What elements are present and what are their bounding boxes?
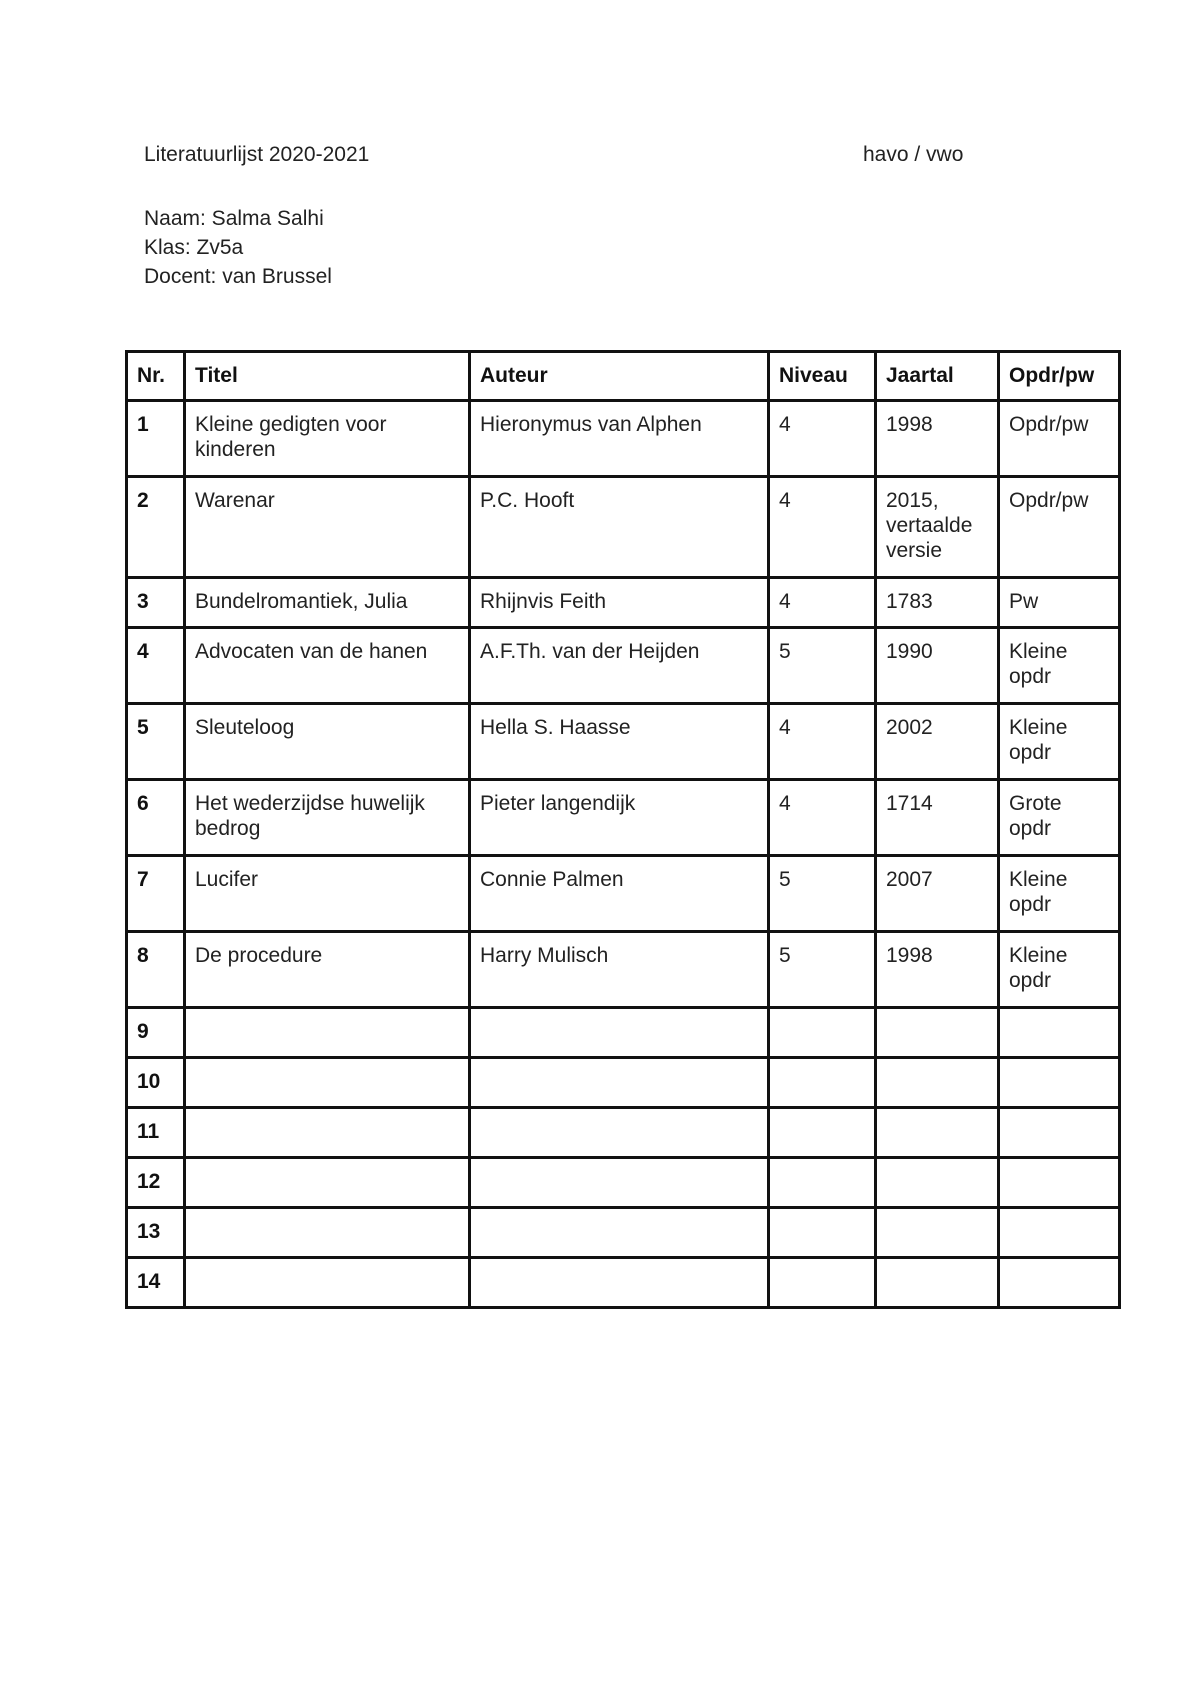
cell-auteur: Pieter langendijk (470, 780, 769, 856)
column-header-niveau: Niveau (769, 352, 876, 401)
cell-opdr: Grote opdr (999, 780, 1120, 856)
cell-niveau (769, 1108, 876, 1158)
cell-auteur (470, 1208, 769, 1258)
school-level: havo / vwo (863, 143, 964, 166)
cell-nr: 3 (127, 578, 185, 628)
cell-nr: 14 (127, 1258, 185, 1308)
table-row (127, 780, 1120, 856)
cell-nr: 12 (127, 1158, 185, 1208)
cell-titel (185, 1158, 470, 1208)
table-row (127, 401, 1120, 477)
cell-jaartal (876, 1008, 999, 1058)
cell-jaartal: 1714 (876, 780, 999, 856)
cell-opdr (999, 1158, 1120, 1208)
cell-opdr: Kleine opdr (999, 856, 1120, 932)
column-header-titel: Titel (185, 352, 470, 401)
cell-auteur: Harry Mulisch (470, 932, 769, 1008)
cell-nr: 13 (127, 1208, 185, 1258)
cell-opdr (999, 1258, 1120, 1308)
cell-niveau (769, 1208, 876, 1258)
cell-opdr: Kleine opdr (999, 704, 1120, 780)
cell-auteur: P.C. Hooft (470, 477, 769, 578)
cell-jaartal: 2007 (876, 856, 999, 932)
cell-auteur: Hieronymus van Alphen (470, 401, 769, 477)
cell-opdr: Kleine opdr (999, 628, 1120, 704)
table-row (127, 1008, 1120, 1058)
cell-titel: Bundelromantiek, Julia (185, 578, 470, 628)
table-row (127, 477, 1120, 578)
cell-titel (185, 1008, 470, 1058)
cell-titel: Lucifer (185, 856, 470, 932)
cell-opdr: Opdr/pw (999, 401, 1120, 477)
table-row (127, 856, 1120, 932)
table-row (127, 1208, 1120, 1258)
cell-titel: Het wederzijdse huwelijk bedrog (185, 780, 470, 856)
cell-jaartal (876, 1108, 999, 1158)
cell-jaartal: 1990 (876, 628, 999, 704)
student-teacher: Docent: van Brussel (144, 265, 332, 288)
cell-opdr: Pw (999, 578, 1120, 628)
cell-jaartal (876, 1058, 999, 1108)
cell-titel: Warenar (185, 477, 470, 578)
column-header-auteur: Auteur (470, 352, 769, 401)
cell-titel: De procedure (185, 932, 470, 1008)
cell-jaartal: 2002 (876, 704, 999, 780)
cell-niveau: 4 (769, 477, 876, 578)
cell-auteur (470, 1108, 769, 1158)
cell-titel (185, 1208, 470, 1258)
cell-nr: 7 (127, 856, 185, 932)
cell-jaartal: 2015, vertaalde versie (876, 477, 999, 578)
cell-opdr (999, 1058, 1120, 1108)
column-header-jaartal: Jaartal (876, 352, 999, 401)
student-info (144, 204, 332, 291)
cell-nr: 4 (127, 628, 185, 704)
cell-jaartal (876, 1158, 999, 1208)
table-row (127, 932, 1120, 1008)
student-name: Naam: Salma Salhi (144, 207, 324, 230)
cell-titel: Kleine gedigten voor kinderen (185, 401, 470, 477)
column-header-opdr: Opdr/pw (999, 352, 1120, 401)
table-header-row (127, 352, 1120, 401)
cell-niveau: 4 (769, 401, 876, 477)
table-row (127, 578, 1120, 628)
cell-opdr (999, 1108, 1120, 1158)
cell-niveau (769, 1008, 876, 1058)
cell-auteur: Hella S. Haasse (470, 704, 769, 780)
cell-opdr: Kleine opdr (999, 932, 1120, 1008)
cell-titel (185, 1108, 470, 1158)
cell-jaartal: 1783 (876, 578, 999, 628)
cell-titel (185, 1258, 470, 1308)
cell-niveau: 5 (769, 628, 876, 704)
cell-opdr: Opdr/pw (999, 477, 1120, 578)
cell-jaartal (876, 1258, 999, 1308)
table-row (127, 1108, 1120, 1158)
cell-nr: 10 (127, 1058, 185, 1108)
cell-opdr (999, 1208, 1120, 1258)
cell-niveau: 5 (769, 932, 876, 1008)
cell-titel: Sleuteloog (185, 704, 470, 780)
cell-nr: 11 (127, 1108, 185, 1158)
table-row (127, 704, 1120, 780)
cell-niveau (769, 1058, 876, 1108)
cell-jaartal (876, 1208, 999, 1258)
cell-auteur (470, 1058, 769, 1108)
literature-table (125, 350, 1121, 1309)
document-title: Literatuurlijst 2020-2021 (144, 143, 370, 166)
cell-titel: Advocaten van de hanen (185, 628, 470, 704)
cell-nr: 6 (127, 780, 185, 856)
table-row (127, 628, 1120, 704)
cell-niveau: 5 (769, 856, 876, 932)
cell-nr: 8 (127, 932, 185, 1008)
cell-nr: 5 (127, 704, 185, 780)
cell-titel (185, 1058, 470, 1108)
cell-nr: 9 (127, 1008, 185, 1058)
student-class: Klas: Zv5a (144, 236, 244, 259)
column-header-nr: Nr. (127, 352, 185, 401)
cell-jaartal: 1998 (876, 401, 999, 477)
cell-niveau: 4 (769, 780, 876, 856)
cell-niveau: 4 (769, 578, 876, 628)
cell-auteur: A.F.Th. van der Heijden (470, 628, 769, 704)
cell-niveau (769, 1158, 876, 1208)
cell-nr: 2 (127, 477, 185, 578)
cell-opdr (999, 1008, 1120, 1058)
cell-auteur (470, 1008, 769, 1058)
cell-auteur: Rhijnvis Feith (470, 578, 769, 628)
cell-niveau: 4 (769, 704, 876, 780)
cell-auteur (470, 1158, 769, 1208)
cell-nr: 1 (127, 401, 185, 477)
table-row (127, 1058, 1120, 1108)
cell-jaartal: 1998 (876, 932, 999, 1008)
cell-auteur: Connie Palmen (470, 856, 769, 932)
cell-niveau (769, 1258, 876, 1308)
table-row (127, 1158, 1120, 1208)
table-row (127, 1258, 1120, 1308)
cell-auteur (470, 1258, 769, 1308)
